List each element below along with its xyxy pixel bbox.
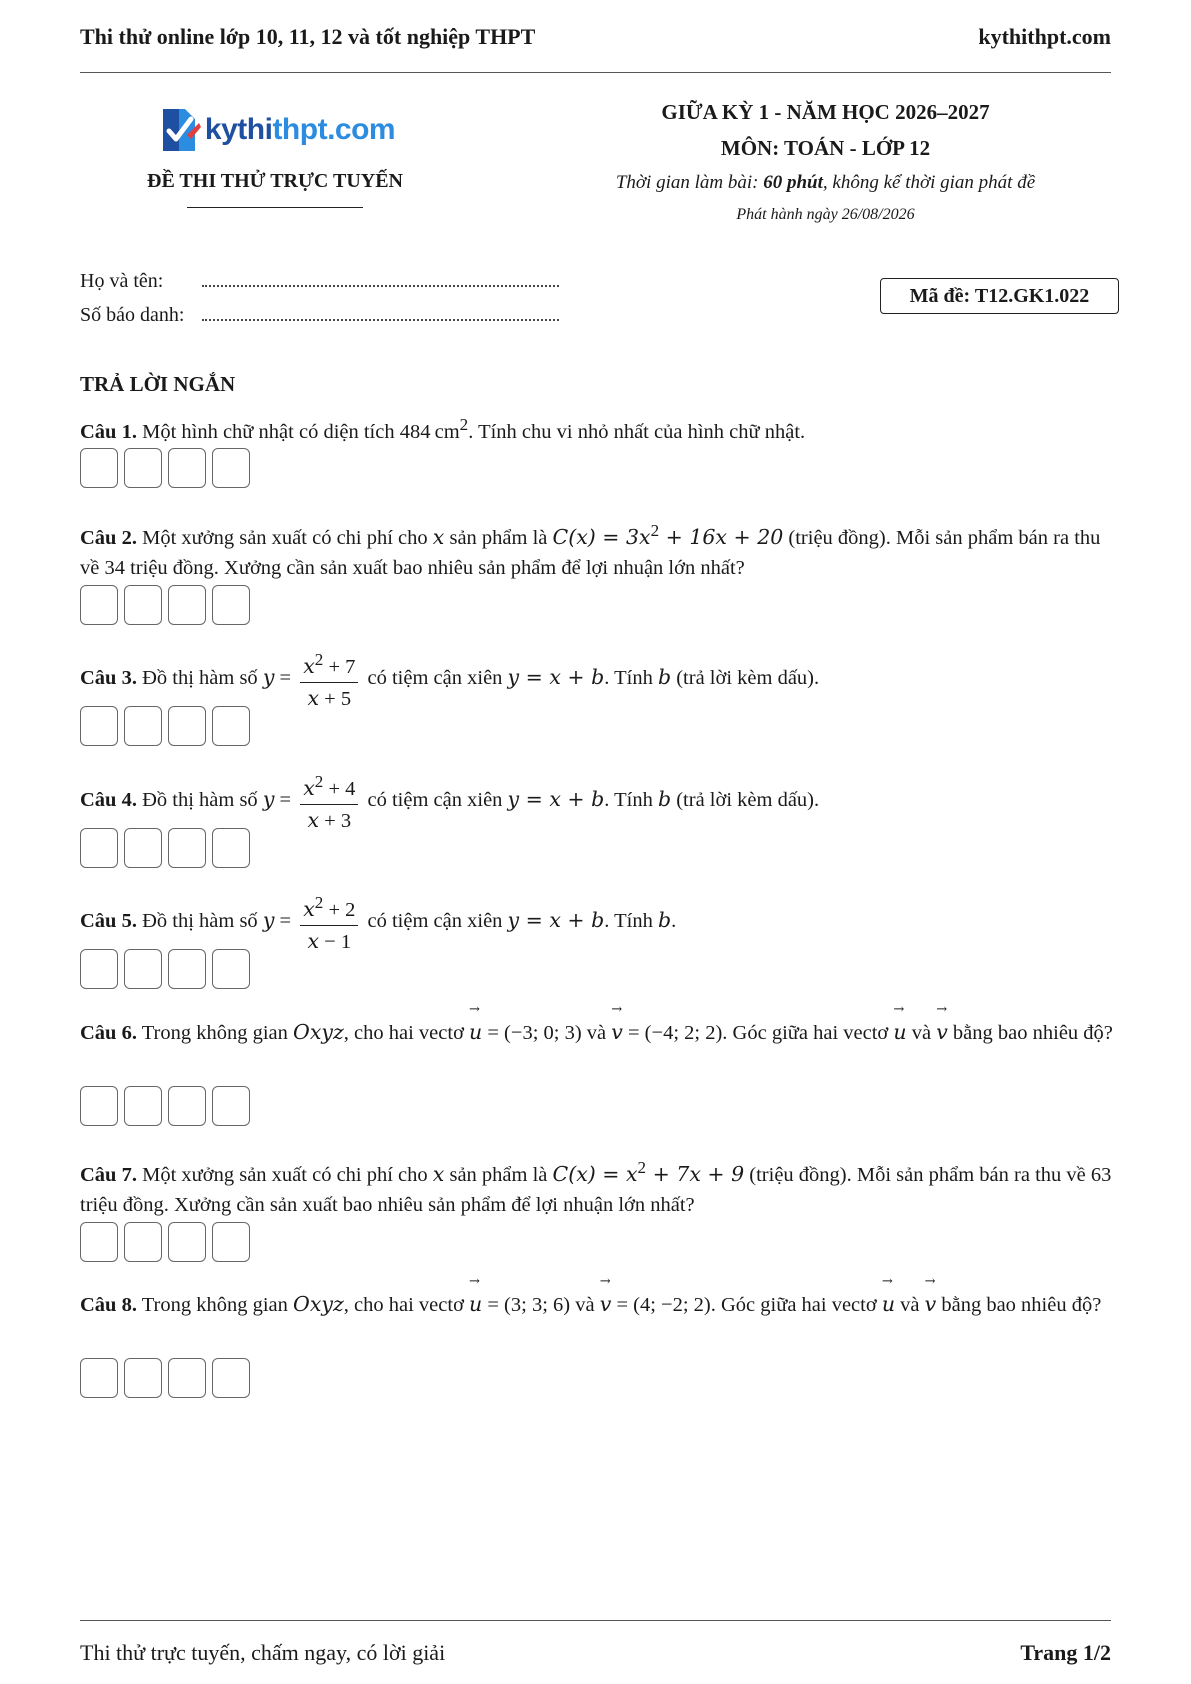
exponent: 2 xyxy=(637,1158,647,1177)
math-op: + xyxy=(324,809,336,832)
answer-boxes-8 xyxy=(80,1358,250,1398)
question-text: Một xưởng sản xuất có chi phí cho xyxy=(136,526,433,549)
question-text: Một hình chữ nhật có diện tích 484 xyxy=(136,420,431,443)
exam-subject: MÔN: TOÁN - LỚP 12 xyxy=(720,136,931,160)
math-var: x xyxy=(303,896,315,921)
question-text: và xyxy=(906,1022,937,1044)
question-text: và xyxy=(581,1022,612,1044)
question-8 xyxy=(80,1274,1119,1320)
answer-cell[interactable] xyxy=(168,828,206,868)
math-op: + xyxy=(323,898,346,921)
question-text: sản phẩm là xyxy=(444,526,553,549)
running-header xyxy=(80,22,1111,52)
answer-boxes-3 xyxy=(80,706,250,746)
vector-arrow-icon: → xyxy=(924,1274,936,1289)
exam-title: GIỮA KỲ 1 - NĂM HỌC 2026–2027 xyxy=(661,100,990,124)
logo-part2: thpt.com xyxy=(272,113,396,146)
math-var: y xyxy=(262,665,275,690)
math-expr: y = x + b xyxy=(507,908,605,933)
question-text: và xyxy=(895,1294,925,1316)
question-number: Câu 6. xyxy=(80,1022,137,1044)
question-number: Câu 4. xyxy=(80,789,137,812)
math-op: + xyxy=(323,777,346,800)
answer-cell[interactable] xyxy=(80,706,118,746)
answer-cell[interactable] xyxy=(212,448,250,488)
math-var: y xyxy=(262,787,275,812)
math-expr: C(x) = x xyxy=(552,1161,638,1186)
question-text: . xyxy=(671,910,677,933)
question-text: (trả lời kèm dấu). xyxy=(671,789,820,812)
question-text: . Tính xyxy=(604,789,658,812)
exponent: 2 xyxy=(314,650,324,669)
vector-u: u → xyxy=(881,1274,896,1316)
question-number: Câu 8. xyxy=(80,1294,137,1316)
answer-cell[interactable] xyxy=(124,1358,162,1398)
answer-boxes-4 xyxy=(80,828,250,868)
answer-boxes-6 xyxy=(80,1086,250,1126)
math-expr: C(x) = 3x xyxy=(552,524,651,549)
exam-type-label: ĐỀ THI THỬ TRỰC TUYẾN xyxy=(147,170,403,192)
answer-cell[interactable] xyxy=(168,1086,206,1126)
question-5 xyxy=(80,888,1119,957)
time-prefix: Thời gian làm bài: xyxy=(615,172,764,193)
answer-cell[interactable] xyxy=(124,706,162,746)
math-var: x xyxy=(432,1161,445,1186)
denominator-const: 5 xyxy=(340,687,352,710)
answer-cell[interactable] xyxy=(212,706,250,746)
vector-value: = (3; 3; 6) xyxy=(482,1294,571,1316)
question-text: . Góc giữa hai vectơ xyxy=(710,1294,882,1316)
question-7 xyxy=(80,1153,1119,1220)
math-op: = xyxy=(274,910,297,933)
question-text: Đồ thị hàm số xyxy=(136,667,263,690)
question-text: . Tính chu vi nhỏ nhất của hình chữ nhật. xyxy=(468,420,806,443)
math-var: x xyxy=(307,807,320,832)
question-number: Câu 7. xyxy=(80,1163,137,1186)
fraction xyxy=(300,767,358,836)
answer-cell[interactable] xyxy=(124,828,162,868)
answer-cell[interactable] xyxy=(80,1222,118,1262)
answer-cell[interactable] xyxy=(124,1086,162,1126)
school-block xyxy=(120,94,430,208)
answer-cell[interactable] xyxy=(212,1222,250,1262)
math-op: = xyxy=(274,789,297,812)
math-var: x xyxy=(303,653,315,678)
answer-boxes-5 xyxy=(80,949,250,989)
question-number: Câu 2. xyxy=(80,526,137,549)
question-text: Trong không gian xyxy=(136,1022,294,1044)
math-var: x xyxy=(307,928,320,953)
exponent: 2 xyxy=(314,772,324,791)
answer-cell[interactable] xyxy=(80,1358,118,1398)
release-date: Phát hành ngày 26/08/2026 xyxy=(736,206,915,223)
question-4 xyxy=(80,767,1119,836)
footer-rule xyxy=(80,1620,1111,1621)
site-logo xyxy=(120,100,430,160)
exponent: 2 xyxy=(459,415,469,434)
header-rule xyxy=(80,72,1111,73)
vector-value: = (4; −2; 2) xyxy=(611,1294,711,1316)
math-op: + xyxy=(323,655,346,678)
question-text: (trả lời kèm dấu). xyxy=(671,667,820,690)
math-op: − xyxy=(324,930,336,953)
math-expr: + 16x + 20 xyxy=(659,524,784,549)
vector-u: u → xyxy=(893,1002,907,1044)
vector-v: v → xyxy=(924,1274,937,1316)
vector-arrow-icon: → xyxy=(611,1002,623,1017)
answer-cell[interactable] xyxy=(124,448,162,488)
question-1 xyxy=(80,410,1119,447)
math-var: b xyxy=(657,787,672,812)
question-6 xyxy=(80,1002,1119,1048)
vector-value: = (−4; 2; 2) xyxy=(622,1022,723,1044)
question-text: , cho hai vectơ xyxy=(343,1022,470,1044)
numerator-const: 7 xyxy=(345,655,356,678)
header-left-text: Thi thử online lớp 10, 11, 12 và tốt nghiệp THPT xyxy=(80,24,536,49)
answer-cell[interactable] xyxy=(212,1086,250,1126)
question-text: , cho hai vectơ xyxy=(343,1294,470,1316)
math-expr: y = x + b xyxy=(507,787,605,812)
exponent: 2 xyxy=(314,893,324,912)
answer-cell[interactable] xyxy=(80,585,118,625)
time-value: 60 phút xyxy=(763,172,823,193)
answer-cell[interactable] xyxy=(168,1358,206,1398)
answer-boxes-7 xyxy=(80,1222,250,1262)
vector-arrow-icon: → xyxy=(893,1002,905,1017)
exponent: 2 xyxy=(650,521,660,540)
question-2 xyxy=(80,516,1119,583)
math-var: x xyxy=(307,685,320,710)
question-text: (triệu đồng). Mỗi sản phẩm bán ra thu về 63 triệu đồng. Xưởng cần sản xuất bao nhiêu sản phẩm để lợi nhuận lớn nhất? xyxy=(80,1163,1112,1216)
vector-arrow-icon: → xyxy=(469,1274,480,1289)
vector-arrow-icon: → xyxy=(599,1274,611,1289)
school-underline xyxy=(187,207,363,208)
page-number: Trang 1/2 xyxy=(1020,1640,1111,1665)
answer-cell[interactable] xyxy=(168,1222,206,1262)
logo-part1: kythi xyxy=(204,113,273,146)
page-footer xyxy=(80,1640,1111,1666)
answer-cell[interactable] xyxy=(168,706,206,746)
question-text: Trong không gian xyxy=(136,1294,294,1316)
id-field[interactable] xyxy=(202,307,559,321)
math-var: x xyxy=(432,524,445,549)
answer-cell[interactable] xyxy=(124,585,162,625)
answer-cell[interactable] xyxy=(212,585,250,625)
vector-v: v → xyxy=(599,1274,612,1316)
math-var: b xyxy=(657,908,672,933)
unit: cm xyxy=(434,420,460,443)
vector-u: u → xyxy=(469,1274,483,1316)
masthead xyxy=(80,94,1111,234)
question-text: . Tính xyxy=(604,910,658,933)
math-var: y xyxy=(262,908,275,933)
name-label: Họ và tên: xyxy=(80,270,164,292)
answer-cell[interactable] xyxy=(80,448,118,488)
vector-arrow-icon: → xyxy=(881,1274,893,1289)
exam-code-badge: Mã đề: T12.GK1.022 xyxy=(880,278,1119,314)
vector-arrow-icon: → xyxy=(936,1002,948,1017)
vector-u: u → xyxy=(469,1002,483,1044)
fraction xyxy=(300,888,358,957)
math-var: b xyxy=(657,665,672,690)
answer-cell[interactable] xyxy=(168,949,206,989)
fraction xyxy=(300,645,358,714)
answer-boxes-2 xyxy=(80,585,250,625)
question-text: Một xưởng sản xuất có chi phí cho xyxy=(136,1163,433,1186)
time-suffix: , không kể thời gian phát đề xyxy=(822,172,1036,193)
vector-arrow-icon: → xyxy=(469,1002,480,1017)
question-number: Câu 5. xyxy=(80,910,137,933)
section-title: TRẢ LỜI NGẮN xyxy=(80,372,236,396)
question-text: có tiệm cận xiên xyxy=(362,910,508,933)
question-text: Đồ thị hàm số xyxy=(136,789,263,812)
answer-cell[interactable] xyxy=(212,1358,250,1398)
question-text: Đồ thị hàm số xyxy=(136,910,263,933)
vector-value: = (−3; 0; 3) xyxy=(482,1022,582,1044)
question-text: . Góc giữa hai vectơ xyxy=(722,1022,894,1044)
question-text: bằng bao nhiêu độ? xyxy=(947,1022,1113,1044)
denominator-const: 1 xyxy=(340,930,352,953)
math-expr: y = x + b xyxy=(507,665,605,690)
math-expr: + 7x + 9 xyxy=(646,1161,745,1186)
pencil-check-logo-icon xyxy=(155,105,201,155)
question-text: (triệu đồng). Mỗi sản phẩm bán ra thu về 34 triệu đồng. Xưởng cần sản xuất bao nhiêu sản phẩm để lợi nhuận lớn nhất? xyxy=(80,526,1101,579)
question-text: . Tính xyxy=(604,667,658,690)
question-text: có tiệm cận xiên xyxy=(362,667,508,690)
vector-v: v → xyxy=(936,1002,948,1044)
math-var: Oxyz xyxy=(293,1020,344,1044)
numerator-const: 4 xyxy=(345,777,356,800)
candidate-info xyxy=(80,264,559,332)
question-text: bằng bao nhiêu độ? xyxy=(936,1294,1102,1316)
question-number: Câu 1. xyxy=(80,420,137,443)
question-text: có tiệm cận xiên xyxy=(362,789,508,812)
answer-cell[interactable] xyxy=(124,1222,162,1262)
answer-cell[interactable] xyxy=(212,828,250,868)
logo-wordmark xyxy=(205,113,395,147)
header-site-link[interactable]: kythithpt.com xyxy=(978,24,1111,49)
footer-tagline: Thi thử trực tuyến, chấm ngay, có lời giải xyxy=(80,1640,446,1665)
question-number: Câu 3. xyxy=(80,667,137,690)
exam-duration xyxy=(540,166,1111,200)
question-3 xyxy=(80,645,1119,714)
answer-boxes-1 xyxy=(80,448,250,488)
numerator-const: 2 xyxy=(345,898,356,921)
math-op: = xyxy=(274,667,297,690)
answer-cell[interactable] xyxy=(124,949,162,989)
math-var: x xyxy=(303,775,315,800)
name-field[interactable] xyxy=(202,273,559,287)
answer-cell[interactable] xyxy=(212,949,250,989)
id-label: Số báo danh: xyxy=(80,304,185,326)
answer-cell[interactable] xyxy=(80,949,118,989)
math-var: Oxyz xyxy=(293,1292,344,1316)
question-text: và xyxy=(570,1294,600,1316)
answer-cell[interactable] xyxy=(168,585,206,625)
question-text: sản phẩm là xyxy=(444,1163,553,1186)
answer-cell[interactable] xyxy=(80,828,118,868)
denominator-const: 3 xyxy=(340,809,352,832)
exam-info-block xyxy=(540,94,1111,230)
math-op: + xyxy=(324,687,336,710)
vector-v: v → xyxy=(611,1002,623,1044)
answer-cell[interactable] xyxy=(80,1086,118,1126)
answer-cell[interactable] xyxy=(168,448,206,488)
